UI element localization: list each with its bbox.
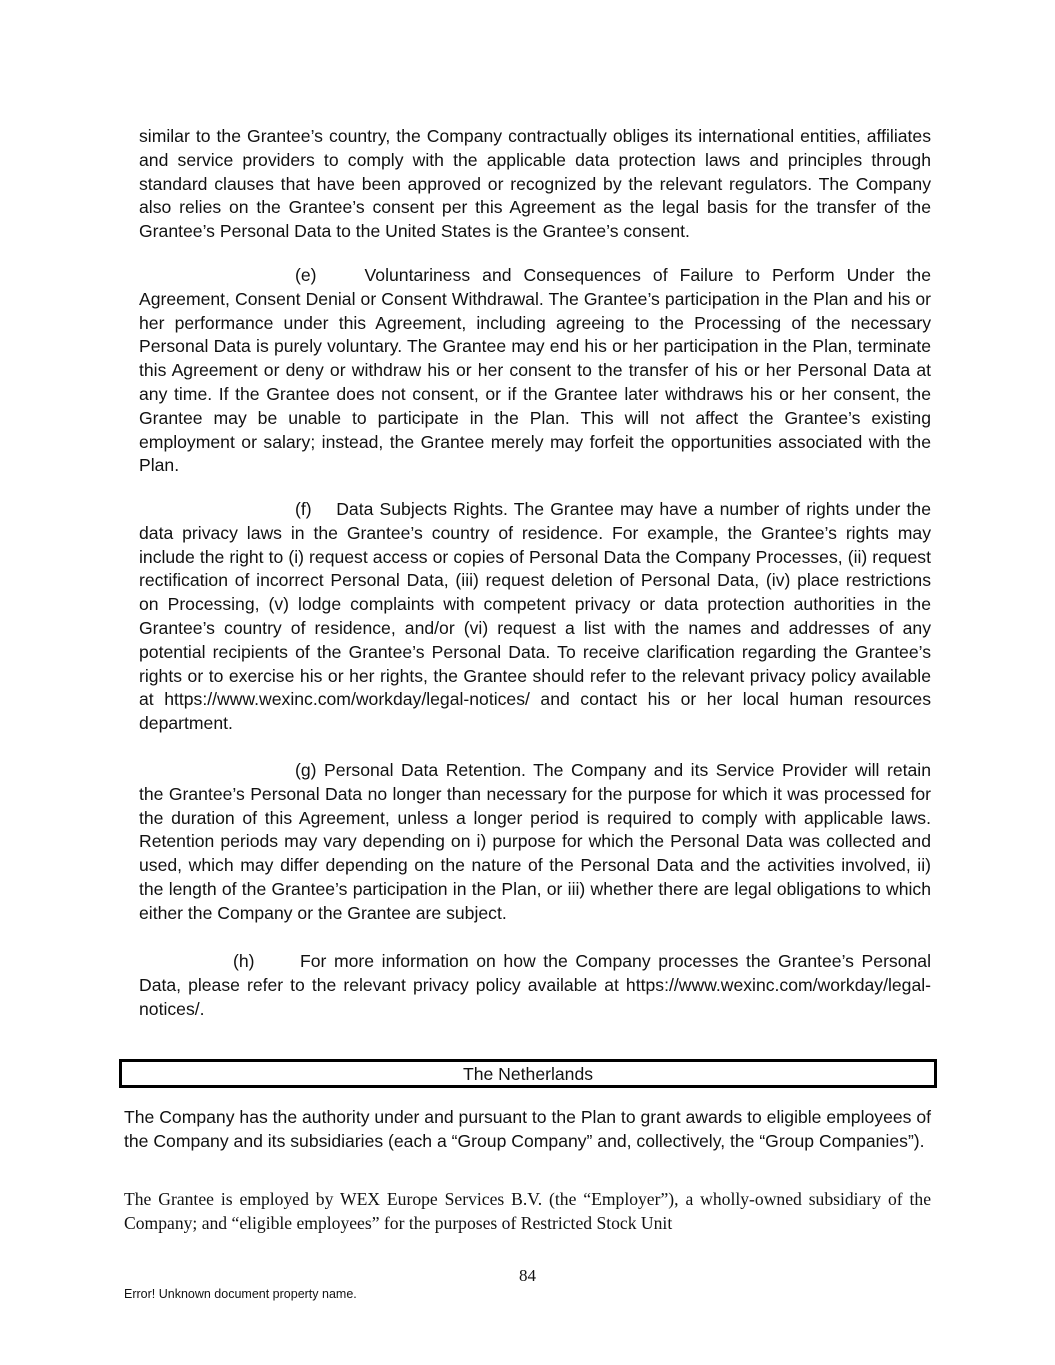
- paragraph-item-e: [139, 264, 931, 478]
- item-f-text: Data Subjects Rights. The Grantee may have a number of rights under the data privacy laws in the Grantee’s country of residence. For example, the Grantee’s rights may include the right to (i) request access or copies of Personal Data the Company Processes, (ii) request rectification of incorrect Personal Data, (iii) request deletion of Personal Data, (iv) place restrictions on Processing, (v) lodge complaints with competent privacy or data protection authorities in the Grantee’s country of residence, and/or (vi) request a list with the names and addresses of any potential recipients of the Grantee’s Personal Data. To receive clarification regarding the Grantee’s rights or to exercise his or her rights, the Grantee should refer to the relevant privacy policy available at https://www.wexinc.com/workday/legal-notices/ and contact his or her local human resources department.: [139, 499, 931, 734]
- page-number: 84: [519, 1266, 536, 1285]
- netherlands-paragraph-1: The Company has the authority under and pursuant to the Plan to grant awards to eligible employees of the Company and its subsidiaries (each a “Group Company” and, collectively, the “Group Companies”).: [124, 1107, 931, 1151]
- paragraph-item-g: [139, 759, 931, 926]
- paragraph-data-transfer: similar to the Grantee’s country, the Company contractually obliges its international entities, affiliates and service providers to comply with the applicable data protection laws and principles through standard clauses that have been approved or recognized by the relevant regulators. The Company also relies on the Grantee’s consent per this Agreement as the legal basis for the transfer of the Grantee’s Personal Data to the United States is the Grantee’s consent.: [139, 126, 931, 242]
- item-g-label: (g): [295, 760, 317, 780]
- paragraph-item-h: [139, 950, 931, 1021]
- section-heading-netherlands: [119, 1059, 937, 1088]
- netherlands-paragraph-2: The Grantee is employed by WEX Europe Services B.V. (the “Employer”), a wholly-owned subsidiary of the Company; and “eligible employees” for the purposes of Restricted Stock Unit: [124, 1189, 931, 1233]
- item-h-text: For more information on how the Company processes the Grantee’s Personal Data, please refer to the relevant privacy policy available at https://www.wexinc.com/workday/legal-notices/.: [139, 951, 931, 1019]
- paragraph-item-f: [139, 498, 931, 736]
- item-g-text: Personal Data Retention. The Company and its Service Provider will retain the Grantee’s Personal Data no longer than necessary for the purpose for which it was processed for the duration of this Agreement, unless a longer period is required to comply with applicable laws. Retention periods may vary depending on i) purpose for which the Personal Data was collected and used, which may differ depending on the nature of the Personal Data and the activities involved, ii) the length of the Grantee’s participation in the Plan, or iii) whether there are legal obligations to which either the Company or the Grantee are subject.: [139, 760, 931, 923]
- item-h-label: (h): [233, 951, 255, 971]
- section-heading-text: The Netherlands: [462, 1064, 594, 1084]
- item-e-text: Voluntariness and Consequences of Failure to Perform Under the Agreement, Consent Denial or Consent Withdrawal. The Grantee’s participation in the Plan and his or her performance under this Agreement, including agreeing to the Processing of the necessary Personal Data is purely voluntary. The Grantee may end his or her participation in the Plan, terminate this Agreement or deny or withdraw his or her consent to the transfer of his or her Personal Data at any time. If the Grantee does not consent, or if the Grantee later withdraws his or her consent, the Grantee may be unable to participate in the Plan. This will not affect the Grantee’s existing employment or salary; instead, the Grantee merely may forfeit the opportunities associated with the Plan.: [139, 265, 932, 476]
- item-e-label: (e): [295, 265, 317, 285]
- footer-note: Error! Unknown document property name.: [124, 1287, 357, 1301]
- item-f-label: (f): [295, 499, 312, 519]
